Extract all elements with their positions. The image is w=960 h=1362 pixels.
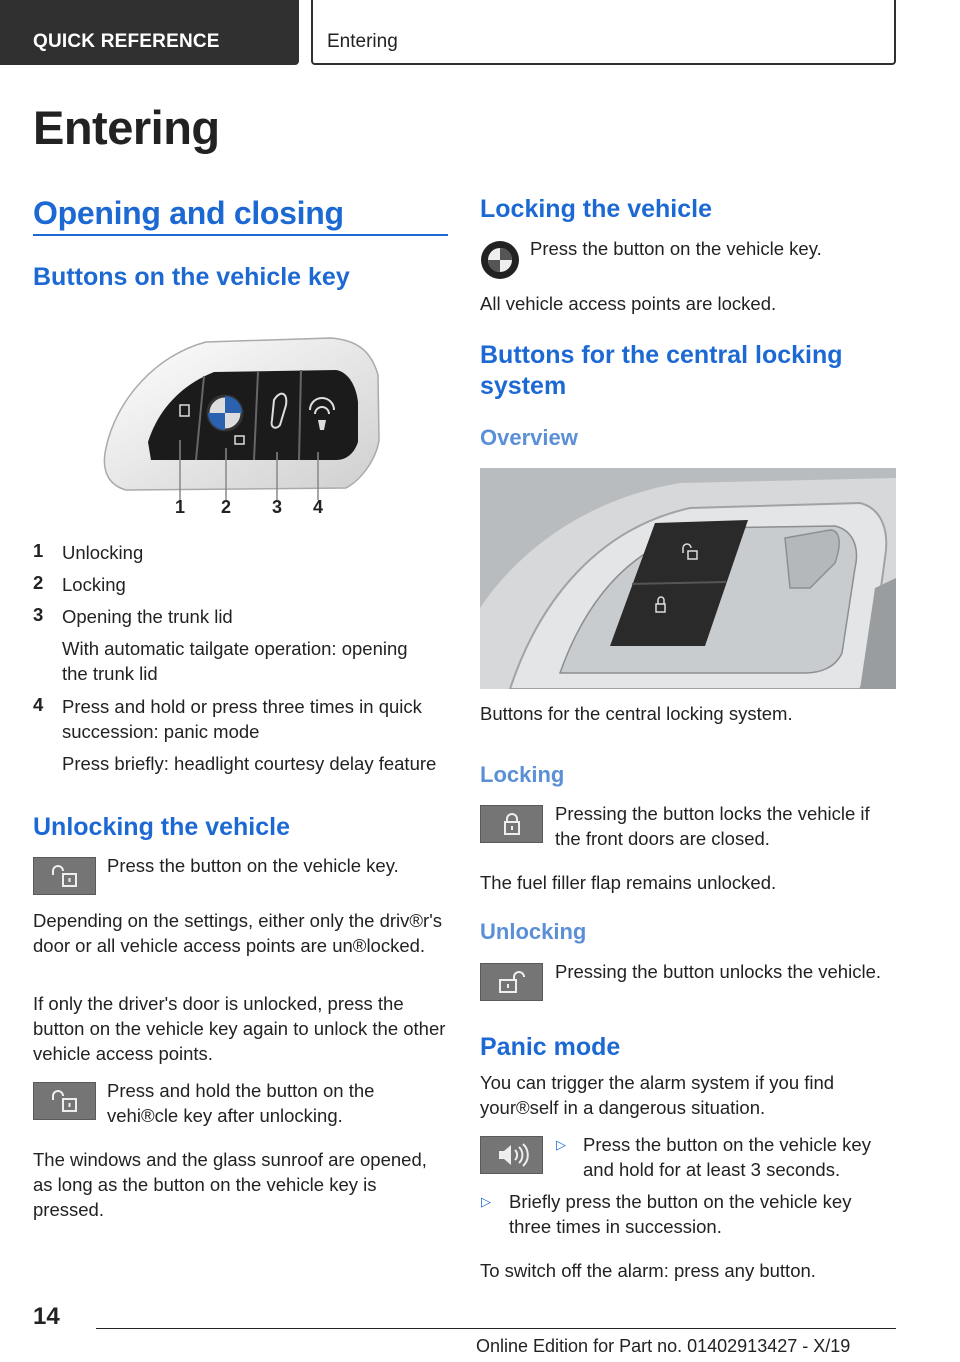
- header-chapter-tab: [311, 0, 896, 65]
- lock-result: All vehicle access points are locked.: [480, 293, 777, 314]
- unlock-icon: [480, 963, 543, 1001]
- footer-edition: Online Edition for Part no. 01402913427 - X/19: [476, 1336, 851, 1356]
- footer-rule: [96, 1328, 896, 1329]
- panic-alarm-icon: [480, 1136, 543, 1174]
- panic-bullet-1: Press the button on the vehicle key and hold for at least 3 seconds.: [583, 1134, 871, 1180]
- heading-unlocking-vehicle: Unlocking the vehicle: [33, 813, 291, 841]
- list-number: 4: [33, 694, 44, 715]
- panic-bullet-2: Briefly press the button on the vehicle key three times in succession.: [509, 1191, 852, 1237]
- unlock-icon: [33, 857, 96, 895]
- heading-rule: [33, 234, 448, 236]
- windows-paragraph: The windows and the glass sunroof are opened, as long as the button on the vehicle key is pressed.: [33, 1149, 427, 1220]
- bullet-arrow-icon: ▷: [556, 1137, 566, 1152]
- list-item: Locking: [62, 574, 126, 595]
- page-number: 14: [33, 1303, 60, 1330]
- unlock-step: Press the button on the vehicle key.: [107, 855, 399, 876]
- unlock-paragraph-2: If only the driver's door is unlocked, press the button on the vehicle key again to unlock the other vehicle access points.: [33, 993, 446, 1064]
- list-item-sub: With automatic tailgate operation: opening the trunk lid: [62, 638, 408, 684]
- unlock-icon: [33, 1082, 96, 1120]
- list-item-sub: Press briefly: headlight courtesy delay feature: [62, 753, 437, 774]
- list-item: Unlocking: [62, 542, 144, 563]
- key-callout-2: 2: [221, 497, 232, 517]
- list-item: Opening the trunk lid: [62, 606, 233, 627]
- bullet-arrow-icon: ▷: [481, 1194, 491, 1209]
- central-locking-photo: [480, 468, 896, 689]
- key-callout-4: 4: [313, 497, 324, 517]
- panic-intro: You can trigger the alarm system if you find your®self in a dangerous situation.: [480, 1072, 835, 1118]
- heading-unlocking: Unlocking: [480, 919, 587, 944]
- heading-locking-vehicle: Locking the vehicle: [480, 195, 713, 223]
- heading-central-locking: Buttons for the central locking system: [480, 341, 843, 400]
- vehicle-key-illustration: [96, 330, 386, 520]
- unlock-paragraph-1: Depending on the settings, either only the driv®r's door or all vehicle access points are un®locked.: [33, 910, 442, 956]
- overview-caption: Buttons for the central locking system.: [480, 703, 793, 724]
- heading-locking: Locking: [480, 762, 565, 787]
- list-number: 1: [33, 540, 44, 561]
- unlocking-text: Pressing the button unlocks the vehicle.: [555, 961, 881, 982]
- key-callout-1: 1: [175, 497, 186, 517]
- header-section-label: QUICK REFERENCE: [33, 31, 220, 52]
- lock-icon: [480, 805, 543, 843]
- heading-overview: Overview: [480, 425, 578, 450]
- list-item: Press and hold or press three times in quick succession: panic mode: [62, 696, 422, 742]
- heading-panic-mode: Panic mode: [480, 1033, 621, 1061]
- header-section-tab: [0, 0, 299, 65]
- key-callout-3: 3: [272, 497, 283, 517]
- lock-step: Press the button on the vehicle key.: [530, 238, 822, 259]
- heading-buttons-vehicle-key: Buttons on the vehicle key: [33, 263, 350, 291]
- hold-step: Press and hold the button on the vehi®cle key after unlocking.: [107, 1080, 375, 1126]
- header-chapter-label: Entering: [327, 31, 398, 52]
- heading-opening-closing: Opening and closing: [33, 195, 344, 231]
- fuel-text: The fuel filler flap remains unlocked.: [480, 872, 777, 893]
- page-title: Entering: [33, 101, 220, 154]
- list-number: 2: [33, 572, 44, 593]
- locking-text: Pressing the button locks the vehicle if the front doors are closed.: [555, 803, 870, 849]
- list-number: 3: [33, 604, 44, 625]
- bmw-logo-icon: [480, 240, 520, 280]
- panic-off-text: To switch off the alarm: press any button.: [480, 1260, 816, 1281]
